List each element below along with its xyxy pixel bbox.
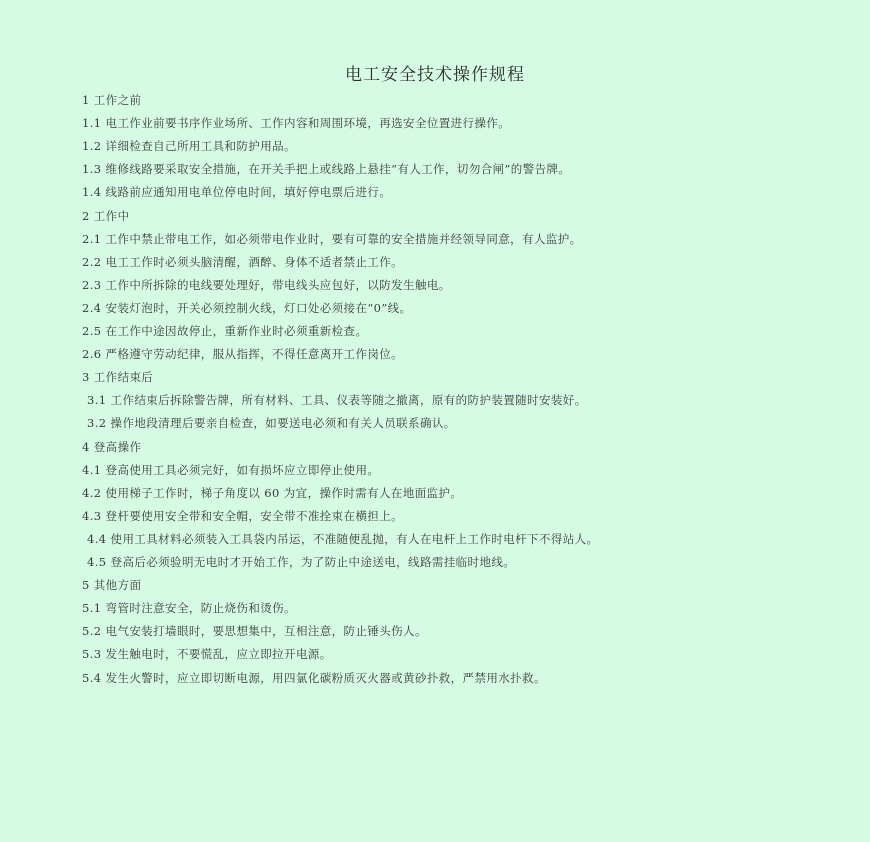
- rule-line: 1.2 详细检查自己所用工具和防护用品。: [82, 139, 296, 154]
- section-heading: 3 工作结束后: [82, 370, 154, 385]
- document-title: 电工安全技术操作规程: [345, 65, 525, 85]
- section-heading: 5 其他方面: [82, 578, 142, 593]
- rule-line: 4.2 使用梯子工作时，梯子角度以 60 为宜，操作时需有人在地面监护。: [82, 485, 463, 500]
- rule-line: 4.1 登高使用工具必须完好，如有损坏应立即停止使用。: [82, 462, 380, 477]
- rule-line: 1.4 线路前应通知用电单位停电时间，填好停电票后进行。: [82, 185, 392, 200]
- rule-line: 2.6 严格遵守劳动纪律，服从指挥，不得任意离开工作岗位。: [82, 347, 404, 362]
- rule-line: 5.3 发生触电时，不要慌乱，应立即拉开电源。: [82, 647, 332, 662]
- rule-line: 1.1 电工作业前要书序作业场所、工作内容和周围环境，再选安全位置进行操作。: [82, 116, 511, 131]
- rule-line: 2.4 安装灯泡时，开关必须控制火线，灯口处必须接在“0”线。: [82, 300, 412, 315]
- section-heading: 1 工作之前: [82, 93, 142, 107]
- rule-line: 3.1 工作结束后拆除警告牌，所有材料、工具、仪表等随之撤离，原有的防护装置随时安装好。: [87, 393, 587, 408]
- section-heading: 4 登高操作: [82, 439, 142, 454]
- rule-line: 1.3 维修线路要采取安全措施，在开关手把上或线路上悬挂“有人工作，切勿合闸”的警告牌。: [82, 162, 571, 177]
- rule-line: 2.1 工作中禁止带电工作，如必须带电作业时，要有可靠的安全措施并经领导同意，有人监护。: [82, 231, 582, 246]
- rule-line: 4.3 登杆要使用安全带和安全帽，安全带不准拴束在横担上。: [82, 508, 404, 523]
- rule-line: 2.5 在工作中途因故停止，重新作业时必须重新检查。: [82, 324, 368, 338]
- rule-line: 5.2 电气安装打墙眼时，要思想集中，互相注意，防止锤头伤人。: [82, 624, 427, 639]
- rule-line: 2.3 工作中所拆除的电线要处理好，带电线头应包好，以防发生触电。: [82, 277, 451, 292]
- rule-line: 4.4 使用工具材料必须装入工具袋内吊运，不准随便乱抛，有人在电杆上工作时电杆下不得站人。: [87, 531, 599, 546]
- rule-line: 5.1 弯管时注意安全，防止烧伤和烫伤。: [82, 601, 296, 616]
- rule-line: 5.4 发生火警时，应立即切断电源，用四氯化碳粉质灭火器或黄砂扑救，严禁用水扑救。: [82, 670, 546, 685]
- section-heading: 2 工作中: [82, 208, 130, 223]
- rule-line: 4.5 登高后必须验明无电时才开始工作，为了防止中途送电，线路需挂临时地线。: [87, 555, 516, 569]
- rule-line: 2.2 电工工作时必须头脑清醒，酒醉、身体不适者禁止工作。: [82, 254, 404, 269]
- rule-line: 3.2 操作地段清理后要亲自检查，如要送电必须和有关人员联系确认。: [87, 416, 456, 431]
